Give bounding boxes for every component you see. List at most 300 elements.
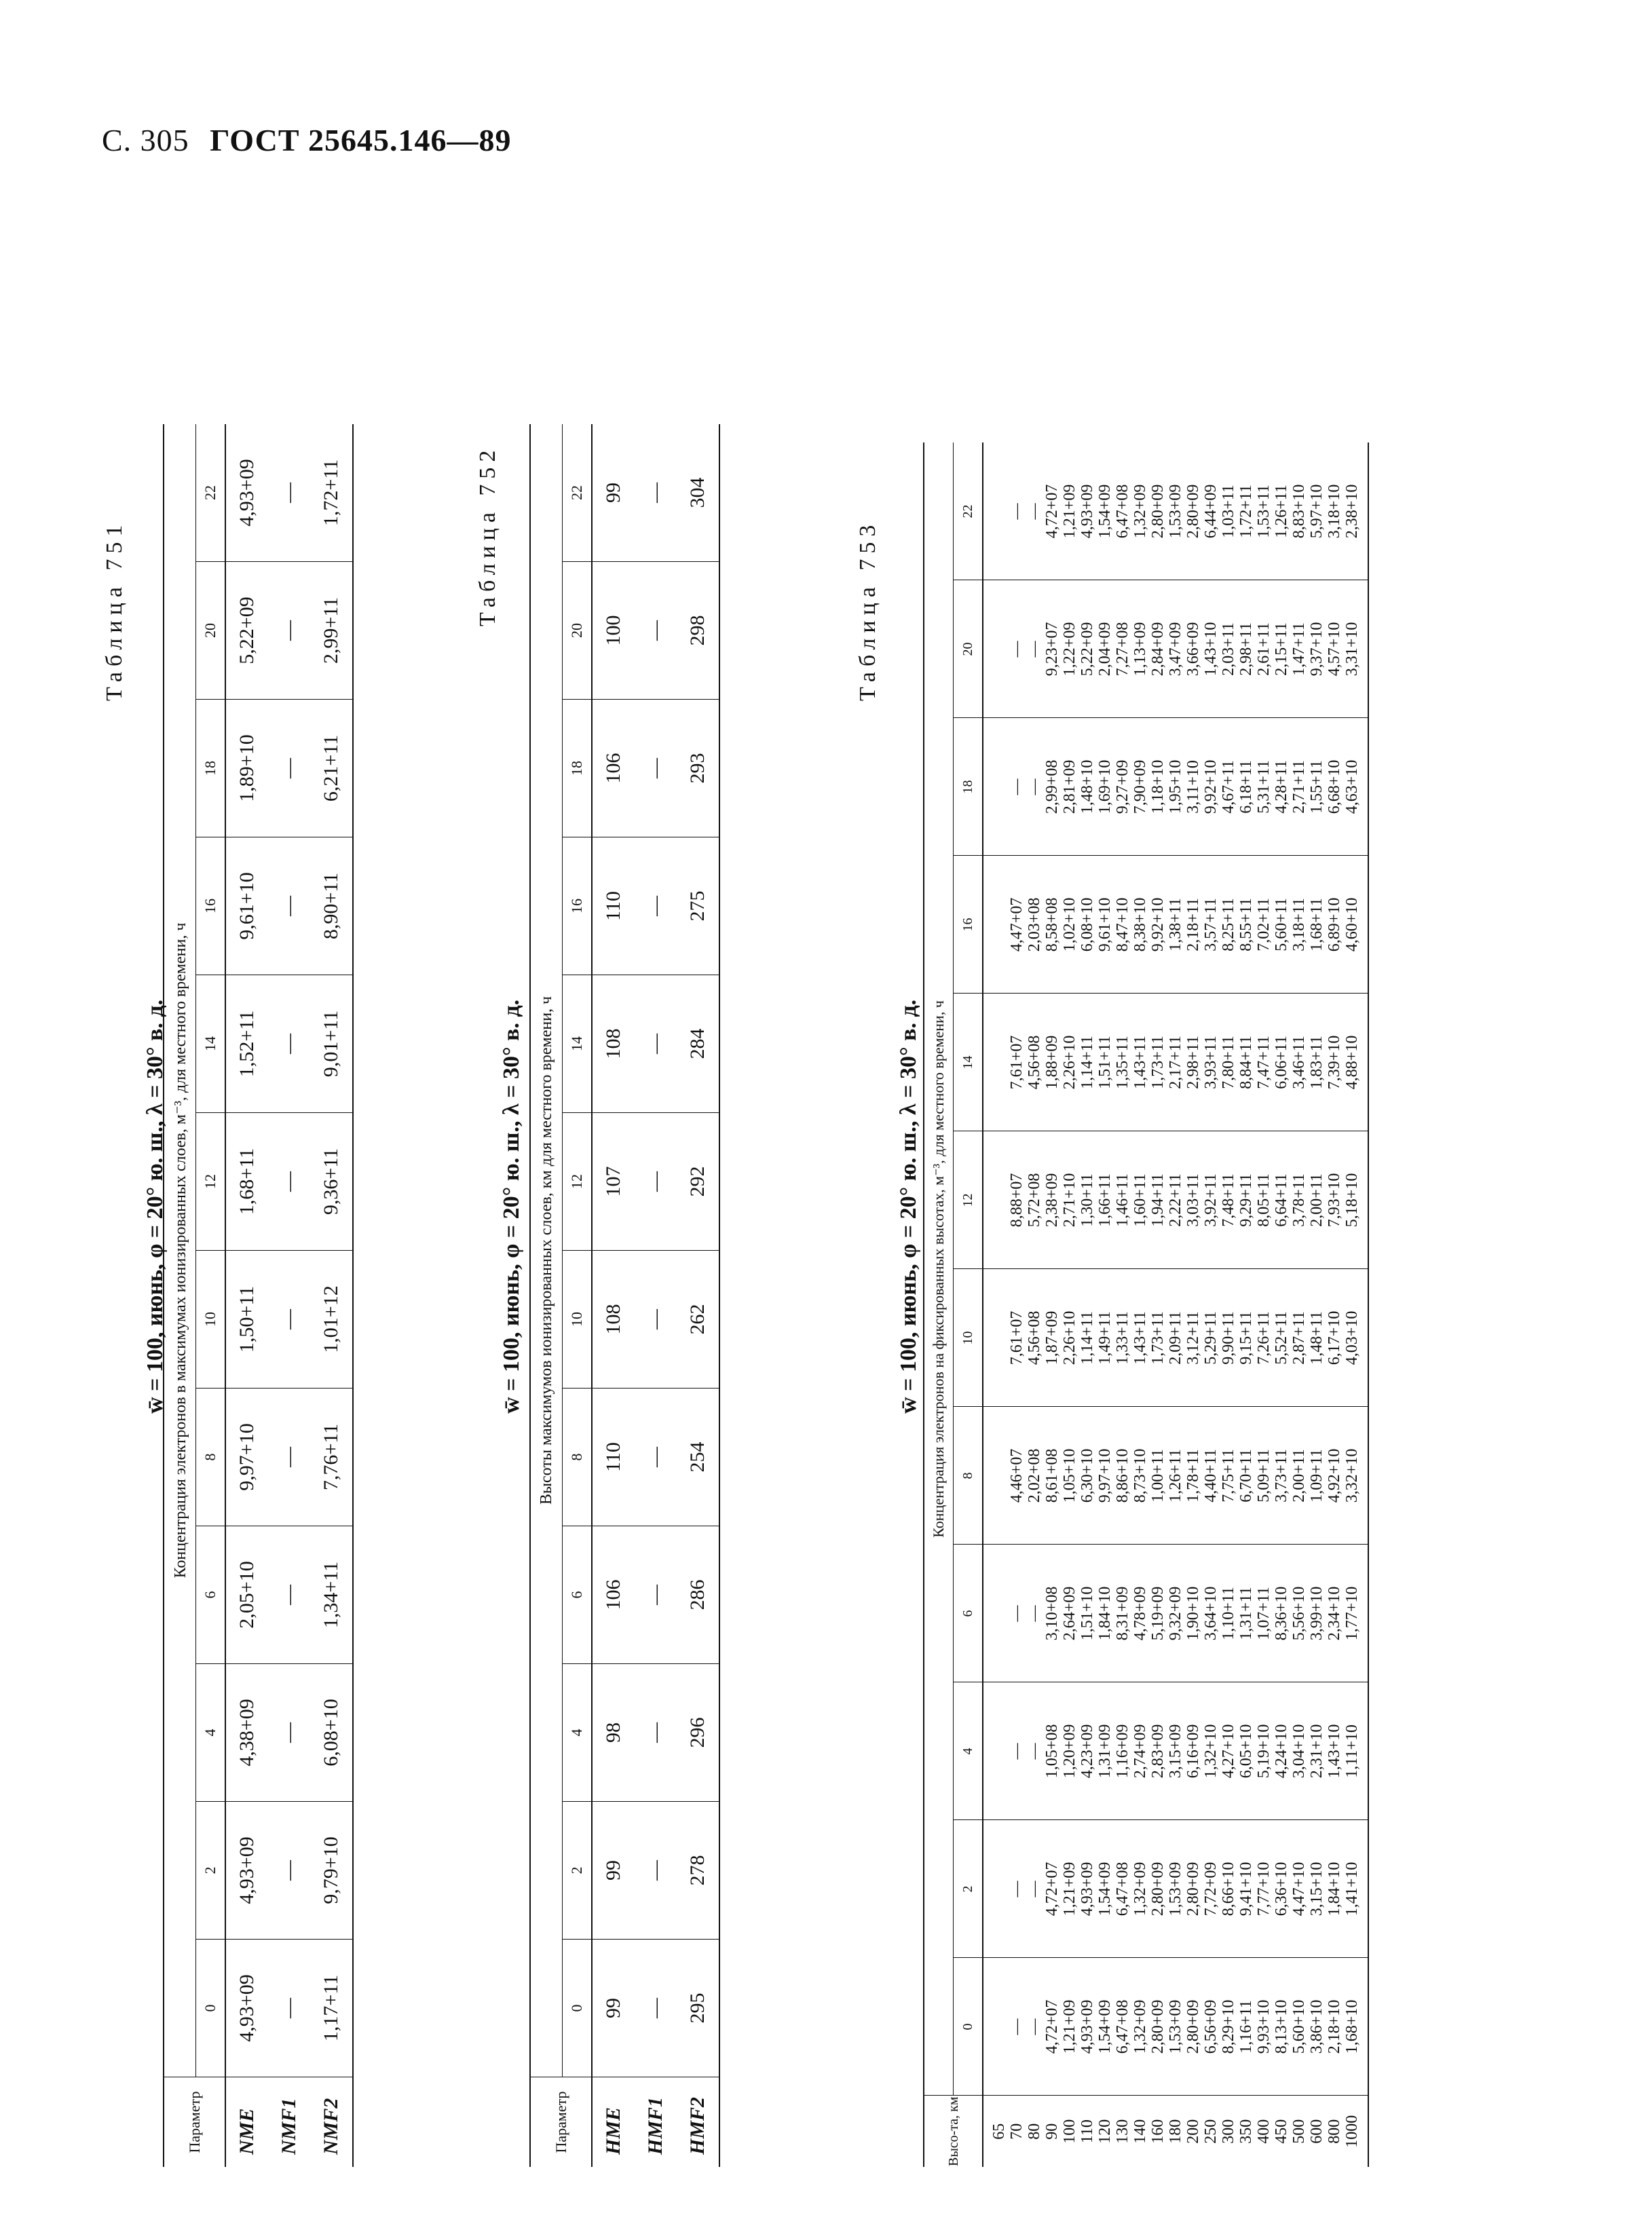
height-value: 70 [1008,2123,1026,2140]
value-cell: 1,84+10 [1326,1862,1343,1917]
value-cell: — [268,837,310,975]
value-cell: 9,92+10 [1149,897,1167,952]
table-753-caption: w̄ = 100, июнь, φ = 20° ю. ш., λ = 30° в. д. [896,999,921,1414]
value-cell: 4,88+10 [1343,1035,1361,1090]
value-cell: 2,31+10 [1308,1724,1326,1779]
value-cell: 298 [677,562,719,700]
value-cell: 3,78+11 [1290,1173,1308,1227]
value-cell: 1,03+11 [1220,485,1237,538]
value-cell: 4,47+10 [1290,1862,1308,1917]
value-cell: — [635,424,677,562]
height-value: 500 [1290,2119,1308,2144]
value-cell: 100 [592,562,635,700]
value-cell: 304 [677,424,719,562]
hour-header: 8 [954,1407,983,1545]
value-cell: — [635,1113,677,1251]
value-cell: — [1026,1605,1043,1622]
value-cell: 1,46+11 [1114,1173,1131,1227]
value-cell: 1,05+10 [1061,1448,1078,1503]
value-cell: 4,60+10 [1343,897,1361,952]
value-cell: 6,30+10 [1078,1448,1096,1503]
hour-header: 20 [196,562,226,700]
value-cell: 3,15+10 [1308,1862,1326,1917]
hour-header: 20 [954,580,983,718]
value-cell: 2,87+11 [1290,1311,1308,1365]
value-cell: 8,58+08 [1043,897,1061,952]
value-cell: 1,55+11 [1308,760,1326,814]
height-value: 110 [1078,2119,1096,2144]
value-cell: 8,90+11 [310,837,353,975]
value-cell: 2,15+11 [1273,622,1290,676]
value-cell: 2,80+09 [1184,484,1202,539]
hour-header: 16 [196,837,226,975]
value-cell: 1,30+11 [1078,1173,1096,1227]
table-751-caption: w̄ = 100, июнь, φ = 20° ю. ш., λ = 30° в. д. [143,999,168,1414]
page-header [102,122,512,158]
value-cell: 4,63+10 [1343,759,1361,814]
value-cell: — [1026,1743,1043,1760]
value-cell: 3,73+11 [1273,1449,1290,1503]
value-cell: 3,46+11 [1290,1036,1308,1089]
height-value: 450 [1273,2119,1290,2144]
value-cell: 1,54+09 [1096,1862,1114,1917]
hour-header: 0 [196,1940,226,2077]
value-cell: 3,57+11 [1202,898,1220,951]
value-cell: 1,68+11 [1308,898,1326,951]
value-cell: 1,20+09 [1061,1724,1078,1779]
blank-cell [990,1273,1008,1402]
value-column [983,1545,1368,1682]
value-cell: 4,93+09 [225,424,268,562]
hour-header: 2 [563,1802,593,1940]
table-row [635,424,677,2167]
value-cell: — [268,700,310,837]
value-cell: 2,26+10 [1061,1035,1078,1090]
value-cell: 9,37+10 [1308,622,1326,677]
table-752-group-header: Высоты максимумов ионизированных слоев, км для местного времени, ч [530,424,563,2077]
height-value: 350 [1237,2119,1255,2144]
value-cell: 1,48+10 [1078,759,1096,814]
value-cell: 3,11+10 [1184,760,1202,814]
value-cell: — [1008,1881,1026,1897]
value-cell: 2,03+08 [1026,897,1043,952]
value-cell: 8,88+07 [1008,1173,1026,1228]
param-header: Параметр [164,2077,225,2168]
value-cell: 4,57+10 [1326,622,1343,677]
value-cell: 5,19+10 [1255,1724,1273,1779]
table-row [677,424,719,2167]
value-cell: — [268,1251,310,1389]
table-752-caption: w̄ = 100, июнь, φ = 20° ю. ш., λ = 30° в. д. [499,999,524,1414]
value-cell: 2,98+11 [1237,622,1255,676]
value-cell: 8,66+10 [1220,1862,1237,1917]
value-cell: 8,13+10 [1273,1999,1290,2054]
value-cell: — [1026,2018,1043,2035]
value-cell: 6,06+11 [1273,1036,1290,1089]
value-cell: 3,66+09 [1184,622,1202,677]
hour-header: 12 [563,1113,593,1251]
value-cell: — [1008,1743,1026,1760]
value-cell: 3,03+11 [1184,1173,1202,1227]
value-cell: 9,41+10 [1237,1862,1255,1917]
value-cell: 1,52+11 [225,975,268,1113]
value-cell: 1,21+09 [1061,484,1078,539]
hour-header: 10 [954,1269,983,1407]
height-value: 90 [1043,2123,1061,2140]
value-cell: 9,01+11 [310,975,353,1113]
value-cell: 99 [592,424,635,562]
value-column [983,580,1368,718]
value-cell: 4,46+07 [1008,1448,1026,1503]
value-cell: 3,64+10 [1202,1586,1220,1641]
hour-header: 18 [563,700,593,837]
value-cell: 2,81+09 [1061,759,1078,814]
height-value: 130 [1114,2119,1131,2144]
value-cell: 1,13+09 [1131,622,1149,677]
value-column [983,442,1368,580]
value-cell: 9,93+10 [1255,1999,1273,2054]
value-cell: — [268,1802,310,1940]
value-cell: — [268,424,310,562]
value-cell: — [268,975,310,1113]
value-cell: 4,93+09 [1078,1999,1096,2054]
table-753-body [983,442,1368,2167]
value-cell: 2,74+09 [1131,1724,1149,1779]
value-cell: 284 [677,975,719,1113]
value-cell: — [1026,503,1043,520]
value-cell: — [1008,641,1026,658]
height-value: 160 [1149,2119,1167,2144]
value-cell: 8,83+10 [1290,484,1308,539]
value-cell: 2,38+09 [1043,1173,1061,1228]
height-value: 400 [1255,2119,1273,2144]
standard-designation: ГОСТ 25645.146—89 [210,123,512,157]
height-value: 800 [1326,2119,1343,2144]
hour-header: 16 [563,837,593,975]
hour-header: 22 [563,424,593,562]
value-cell: 1,53+11 [1255,485,1273,538]
value-cell: 2,00+11 [1308,1173,1326,1227]
value-cell: 2,84+09 [1149,622,1167,677]
value-cell: 107 [592,1113,635,1251]
value-cell: 99 [592,1802,635,1940]
value-column [983,1958,1368,2096]
value-cell: 4,72+07 [1043,1862,1061,1917]
value-cell: 1,38+11 [1167,898,1184,951]
value-cell: 2,80+09 [1149,1862,1167,1917]
value-cell: 1,77+10 [1343,1586,1361,1641]
value-cell: 6,47+08 [1114,1999,1131,2054]
value-cell: 7,02+11 [1255,898,1273,951]
value-cell: 1,66+11 [1096,1173,1114,1227]
hour-header: 12 [196,1113,226,1251]
hour-header: 14 [563,975,593,1113]
value-cell: — [635,700,677,837]
value-cell: 1,60+11 [1131,1173,1149,1227]
value-cell: 4,38+09 [225,1664,268,1802]
value-cell: 8,84+11 [1237,1036,1255,1089]
value-cell: 1,51+11 [1096,1036,1114,1089]
value-cell: 8,47+10 [1114,897,1131,952]
value-cell: — [635,1802,677,1940]
value-cell: 4,78+09 [1131,1586,1149,1641]
value-cell: — [1008,2018,1026,2035]
value-cell: 7,61+07 [1008,1310,1026,1365]
hour-header: 2 [954,1820,983,1958]
value-cell: 5,31+11 [1255,760,1273,814]
value-cell: 1,11+10 [1343,1724,1361,1778]
value-cell: 7,80+11 [1220,1036,1237,1089]
value-cell: 1,14+11 [1078,1036,1096,1089]
blank-cell [990,447,1008,575]
table-752 [529,424,720,2167]
height-value: 80 [1026,2123,1043,2140]
value-cell: 1,22+09 [1061,622,1078,677]
value-cell: 1,10+11 [1220,1587,1237,1640]
value-column [983,1682,1368,1820]
value-cell: 7,90+09 [1131,759,1149,814]
value-cell: 1,18+10 [1149,759,1167,814]
value-cell: 1,34+11 [310,1526,353,1664]
value-cell: — [1026,778,1043,795]
param-cell: HMF1 [644,2096,667,2155]
value-cell: 1,26+11 [1273,485,1290,538]
value-cell: 6,36+10 [1273,1862,1290,1917]
hour-header: 2 [196,1802,226,1940]
value-cell: — [1026,641,1043,658]
value-cell: 1,32+10 [1202,1724,1220,1779]
value-cell: — [635,1389,677,1526]
height-header: Высо-та, км [924,2096,983,2167]
value-cell: 292 [677,1113,719,1251]
value-cell: 1,31+09 [1096,1724,1114,1779]
value-cell: 4,56+08 [1026,1310,1043,1365]
value-cell: 6,89+10 [1326,897,1343,952]
value-cell: 3,10+08 [1043,1586,1061,1641]
value-cell: 110 [592,1389,635,1526]
value-cell: 3,18+11 [1290,898,1308,951]
value-cell: 1,73+11 [1149,1036,1167,1089]
value-cell: 6,18+11 [1237,760,1255,814]
value-cell: — [1008,778,1026,795]
value-cell: 295 [677,1940,719,2077]
value-cell: 5,97+10 [1308,484,1326,539]
value-cell: 1,54+09 [1096,484,1114,539]
value-cell: 278 [677,1802,719,1940]
value-cell: 293 [677,700,719,837]
value-cell: 1,05+08 [1043,1724,1061,1779]
table-row [268,424,310,2167]
value-column [983,994,1368,1131]
value-cell: 108 [592,975,635,1113]
value-cell: 4,24+10 [1273,1724,1290,1779]
value-cell: 9,15+11 [1237,1311,1255,1365]
value-cell: 7,47+11 [1255,1036,1273,1089]
value-cell: 1,01+12 [310,1251,353,1389]
value-cell: 1,32+09 [1131,1999,1149,2054]
hour-header: 16 [954,856,983,994]
value-cell: 4,56+08 [1026,1035,1043,1090]
value-cell: 5,56+10 [1290,1586,1308,1641]
value-cell: 3,04+10 [1290,1724,1308,1779]
value-cell: 6,47+08 [1114,484,1131,539]
table-753-group-header: Концентрация электронов на фиксированных высотах, м⁻³, для местного времени, ч [924,442,954,2096]
value-cell: 7,27+08 [1114,622,1131,677]
blank-cell [990,1962,1008,2091]
value-cell: — [635,1526,677,1664]
value-cell: 7,39+10 [1326,1035,1343,1090]
value-cell: 4,93+09 [1078,1862,1096,1917]
value-cell: 2,09+11 [1167,1311,1184,1365]
value-cell: — [635,975,677,1113]
value-cell: — [268,1389,310,1526]
hour-header-row [954,442,983,2167]
value-cell: 2,71+11 [1290,760,1308,814]
value-cell: 6,68+10 [1326,759,1343,814]
value-cell: 5,09+11 [1255,1449,1273,1503]
param-cell: HME [602,2107,624,2155]
hour-header: 12 [954,1131,983,1269]
value-cell: 8,36+10 [1273,1586,1290,1641]
value-cell: 1,26+11 [1167,1449,1184,1503]
value-cell: 3,18+10 [1326,484,1343,539]
value-cell: 6,64+11 [1273,1173,1290,1227]
value-cell: 1,68+11 [225,1113,268,1251]
value-cell: 4,67+11 [1220,760,1237,814]
value-cell: 2,05+10 [225,1526,268,1664]
param-cell: NME [236,2108,258,2155]
value-cell: 1,69+10 [1096,759,1114,814]
value-cell: 4,92+10 [1326,1448,1343,1503]
value-cell: 296 [677,1664,719,1802]
value-cell: 9,97+10 [225,1389,268,1526]
height-value: 1000 [1343,2115,1361,2148]
param-cell: NMF2 [310,2077,353,2168]
hour-header: 20 [563,562,593,700]
value-cell: — [635,1940,677,2077]
value-cell: — [635,837,677,975]
value-cell: — [268,1526,310,1664]
value-cell: 1,87+09 [1043,1310,1061,1365]
value-cell: 1,00+11 [1149,1449,1167,1503]
value-cell: 2,18+11 [1184,898,1202,951]
value-column [983,1407,1368,1545]
value-cell: 8,38+10 [1131,897,1149,952]
value-cell: 8,55+11 [1237,898,1255,951]
table-753 [923,442,1369,2167]
value-column [983,1269,1368,1407]
value-cell: 7,93+10 [1326,1173,1343,1228]
value-cell: 1,89+10 [225,700,268,837]
value-cell: 4,72+07 [1043,1999,1061,2054]
height-value: 300 [1220,2119,1237,2144]
blank-cell [990,998,1008,1127]
value-cell: 106 [592,1526,635,1664]
value-cell: 1,31+11 [1237,1587,1255,1640]
value-cell: 1,32+09 [1131,484,1149,539]
value-cell: 4,72+07 [1043,484,1061,539]
value-cell: 254 [677,1389,719,1526]
value-cell: 3,92+11 [1202,1173,1220,1227]
value-cell: 1,51+10 [1078,1586,1096,1641]
hour-header: 8 [563,1389,593,1526]
value-cell: 1,53+09 [1167,1862,1184,1917]
value-cell: 8,86+10 [1114,1448,1131,1503]
value-cell: 1,48+11 [1308,1311,1326,1365]
value-cell: — [1008,503,1026,520]
hour-header: 10 [563,1251,593,1389]
hour-header: 6 [563,1526,593,1664]
value-cell: 2,83+09 [1149,1724,1167,1779]
hour-header: 18 [954,718,983,856]
value-cell: — [635,1664,677,1802]
value-cell: 1,21+09 [1061,1862,1078,1917]
value-cell: 5,60+11 [1273,898,1290,951]
value-cell: 6,44+09 [1202,484,1220,539]
table-751-group-header: Концентрация электронов в максимумах ионизированных слоев, м⁻³, для местного времени, ч [164,424,196,2077]
value-cell: 286 [677,1526,719,1664]
blank-cell [990,1411,1008,1540]
value-cell: 9,92+10 [1202,759,1220,814]
value-cell: 1,90+10 [1184,1586,1202,1641]
value-cell: 1,49+11 [1096,1311,1114,1365]
blank-cell [990,1824,1008,1953]
table-751-label: Таблица 751 [102,519,127,701]
table-row [592,424,635,2167]
hour-header: 4 [954,1682,983,1820]
value-cell: 1,88+09 [1043,1035,1061,1090]
value-cell: — [268,1113,310,1251]
value-cell: 2,80+09 [1184,1999,1202,2054]
value-cell: 5,60+10 [1290,1999,1308,2054]
table-751-body [225,424,353,2167]
value-cell: 2,02+08 [1026,1448,1043,1503]
value-cell: 1,73+11 [1149,1311,1167,1365]
value-cell: — [635,1251,677,1389]
hour-header-row [196,424,226,2167]
blank-cell [990,1135,1008,1264]
height-value: 180 [1167,2119,1184,2144]
value-cell: 110 [592,837,635,975]
value-cell: 1,21+09 [1061,1999,1078,2054]
param-header: Параметр [530,2077,592,2168]
value-cell: 6,21+11 [310,700,353,837]
table-752-body [592,424,719,2167]
value-cell: 5,19+09 [1149,1586,1167,1641]
value-cell: 7,75+11 [1220,1449,1237,1503]
hour-header: 10 [196,1251,226,1389]
value-cell: 2,34+10 [1326,1586,1343,1641]
value-cell: 4,23+09 [1078,1724,1096,1779]
value-cell: 4,93+09 [225,1940,268,2077]
value-cell: 2,80+09 [1149,1999,1167,2054]
value-cell: 1,43+11 [1131,1311,1149,1365]
value-cell: 1,41+10 [1343,1862,1361,1917]
value-cell: 2,64+09 [1061,1586,1078,1641]
hour-header: 14 [954,994,983,1131]
value-cell: 3,99+10 [1308,1586,1326,1641]
value-cell: 6,16+09 [1184,1724,1202,1779]
page-number: С. 305 [102,123,189,157]
value-cell: 2,80+09 [1184,1862,1202,1917]
value-cell: 2,00+11 [1290,1449,1308,1503]
value-cell: 9,29+11 [1237,1173,1255,1227]
value-cell: 5,29+11 [1202,1311,1220,1365]
hour-header-row [563,424,593,2167]
value-cell: 6,17+10 [1326,1310,1343,1365]
value-cell: 6,56+09 [1202,1999,1220,2054]
value-cell: 3,32+10 [1343,1448,1361,1503]
